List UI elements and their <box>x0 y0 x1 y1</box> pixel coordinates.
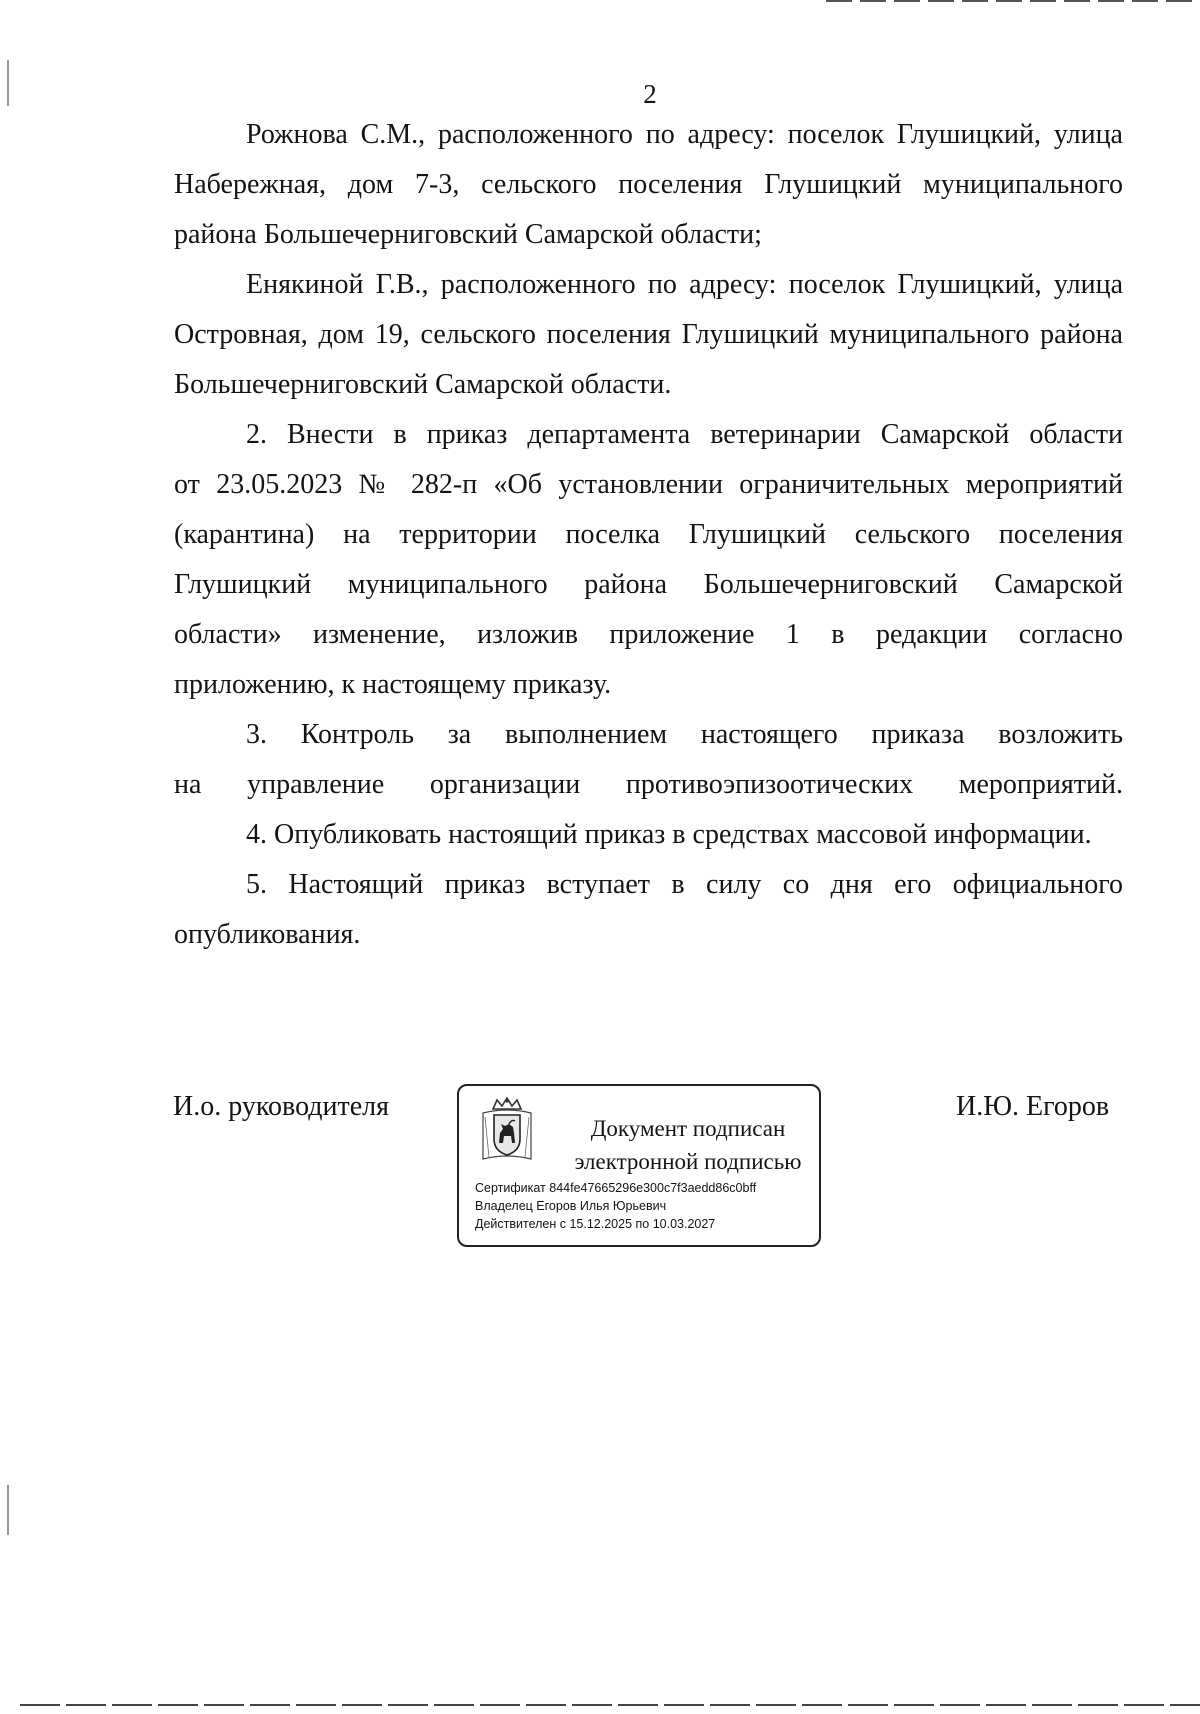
text-line: приложению, к настоящему приказу. <box>174 669 612 700</box>
electronic-signature-stamp <box>457 1084 821 1247</box>
paragraph-item-2 <box>174 410 1123 710</box>
signature-block <box>0 1087 1200 1267</box>
paragraph-item-4 <box>174 810 1123 860</box>
paragraph-rozhnova <box>174 110 1123 260</box>
text-line: Рожнова С.М., расположенного по адресу: поселок Глушицкий, улица <box>246 119 1123 150</box>
stamp-title <box>556 1112 820 1178</box>
text-line: опубликования. <box>174 919 361 950</box>
text-line: от 23.05.2023 № 282-п «Об установлении ограничительных мероприятий <box>174 469 1123 500</box>
certificate-owner: Владелец Егоров Илья Юрьевич <box>475 1199 667 1213</box>
text-line: области» изменение, изложив приложение 1 в редакции согласно <box>174 619 1123 650</box>
text-line: 3. Контроль за выполнением настоящего приказа возложить <box>246 719 1123 750</box>
text-line: 2. Внести в приказ департамента ветеринарии Самарской области <box>246 419 1123 450</box>
signatory-name: И.Ю. Егоров <box>956 1091 1110 1122</box>
text-line: Набережная, дом 7-3, сельского поселения Глушицкий муниципального <box>174 169 1123 200</box>
text-line: Енякиной Г.В., расположенного по адресу: поселок Глушицкий, улица <box>246 269 1123 300</box>
signatory-role: И.о. руководителя <box>173 1091 390 1122</box>
paragraph-enyakina <box>174 260 1123 410</box>
text-line: 4. Опубликовать настоящий приказ в средствах массовой информации. <box>246 819 1092 850</box>
stamp-details <box>475 1179 756 1233</box>
paragraph-item-5 <box>174 860 1123 960</box>
text-line: Островная, дом 19, сельского поселения Глушицкий муниципального района <box>174 319 1123 350</box>
text-line: Большечерниговский Самарской области. <box>174 369 672 400</box>
certificate-number: Сертификат 844fe47665296e300c7f3aedd86c0bff <box>475 1181 757 1195</box>
text-line: 5. Настоящий приказ вступает в силу со дня его официального <box>246 869 1123 900</box>
text-line: (карантина) на территории поселка Глушицкий сельского поселения <box>174 519 1123 550</box>
scan-artifact-top <box>826 0 1200 2</box>
text-line: на управление организации противоэпизоотических мероприятий. <box>174 769 1123 800</box>
scan-artifact-bottom <box>20 1704 1200 1706</box>
text-line: района Большечерниговский Самарской области; <box>174 219 762 250</box>
certificate-validity: Действителен с 15.12.2025 по 10.03.2027 <box>475 1217 716 1231</box>
paragraph-item-3 <box>174 710 1123 810</box>
samara-coat-of-arms-icon <box>479 1097 535 1163</box>
stamp-title-line: Документ подписан <box>590 1116 786 1141</box>
document-body <box>174 110 1123 960</box>
stamp-title-line: электронной подписью <box>574 1149 802 1174</box>
text-line: Глушицкий муниципального района Большечерниговский Самарской <box>174 569 1123 600</box>
page-number: 2 <box>643 79 657 109</box>
scan-artifact-left <box>7 1485 9 1535</box>
